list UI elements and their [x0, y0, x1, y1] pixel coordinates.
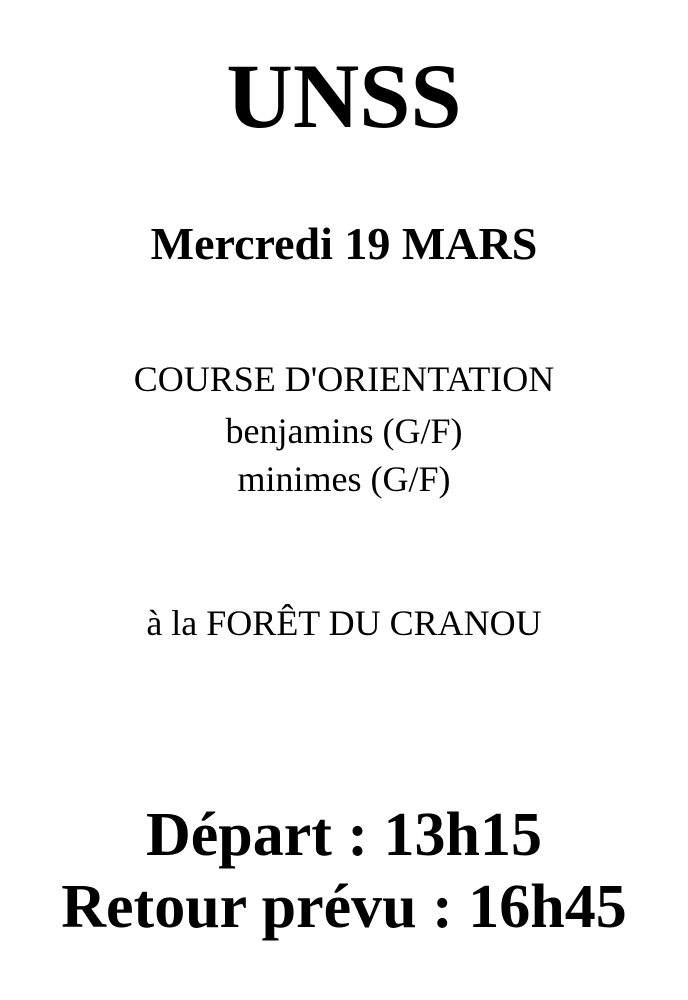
- departure-time: Départ : 13h15: [145, 801, 543, 869]
- poster-title: UNSS: [226, 45, 462, 147]
- event-name: COURSE D'ORIENTATION: [133, 359, 555, 399]
- category-benjamins: benjamins (G/F): [225, 411, 463, 451]
- event-location: à la FORÊT DU CRANOU: [146, 603, 542, 643]
- return-time: Retour prévu : 16h45: [61, 873, 627, 941]
- event-date: Mercredi 19 MARS: [150, 218, 538, 269]
- category-minimes: minimes (G/F): [237, 459, 451, 499]
